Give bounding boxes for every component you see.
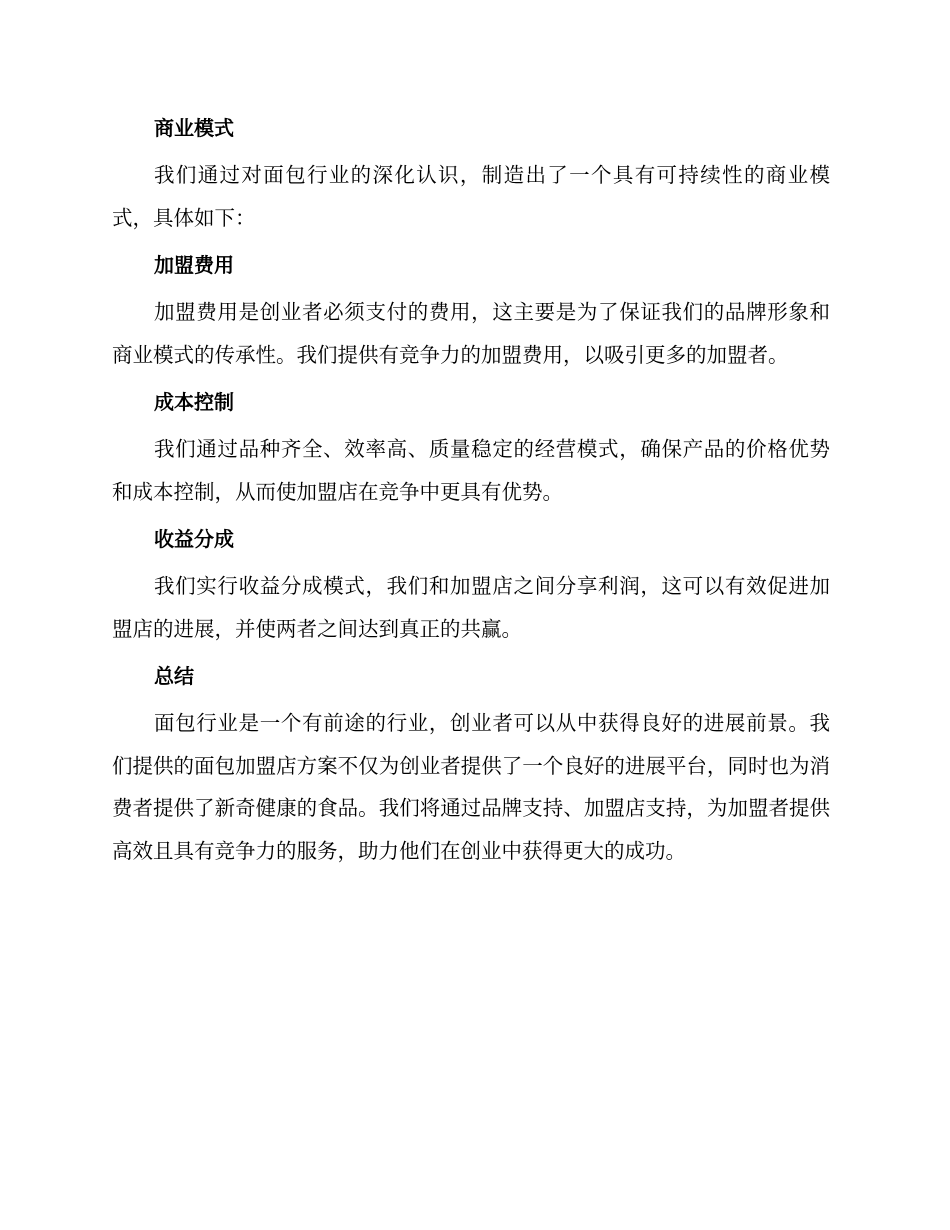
section-business-model	[112, 108, 830, 239]
section-franchise-fee	[112, 245, 830, 376]
section-paragraph: 我们通过品种齐全、效率高、质量稳定的经营模式，确保产品的价格优势和成本控制，从而使加盟店在竞争中更具有优势。	[112, 437, 830, 504]
section-summary	[112, 656, 830, 872]
section-heading: 成本控制	[154, 390, 234, 414]
section-paragraph: 我们通过对面包行业的深化认识，制造出了一个具有可持续性的商业模式，具体如下：	[112, 163, 830, 230]
section-paragraph: 面包行业是一个有前途的行业，创业者可以从中获得良好的进展前景。我们提供的面包加盟店方案不仅为创业者提供了一个良好的进展平台，同时也为消费者提供了新奇健康的食品。我们将通过品牌支持、加盟店支持，为加盟者提供高效且具有竞争力的服务，助力他们在创业中获得更大的成功。	[112, 711, 830, 863]
section-heading: 收益分成	[154, 527, 234, 551]
section-paragraph: 我们实行收益分成模式，我们和加盟店之间分享利润，这可以有效促进加盟店的进展，并使两者之间达到真正的共赢。	[112, 574, 830, 641]
section-heading: 总结	[154, 664, 194, 688]
section-revenue-sharing	[112, 519, 830, 650]
section-cost-control	[112, 382, 830, 513]
section-heading: 商业模式	[154, 116, 234, 140]
document-page	[112, 108, 830, 872]
section-paragraph: 加盟费用是创业者必须支付的费用，这主要是为了保证我们的品牌形象和商业模式的传承性。我们提供有竞争力的加盟费用，以吸引更多的加盟者。	[112, 300, 830, 367]
section-heading: 加盟费用	[154, 253, 234, 277]
